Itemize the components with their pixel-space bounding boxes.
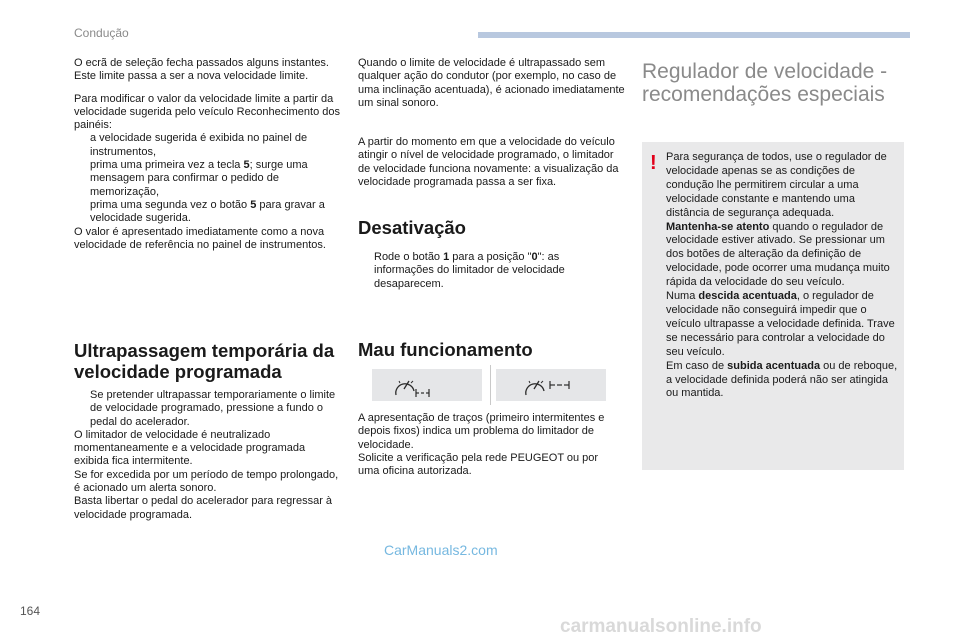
paragraph: Quando o limite de velocidade é ultrapassado sem qualquer ação do condutor (por exemplo, no caso de uma inclinação acentuada), é acionado imediatamente um sinal sonoro. [358,57,625,109]
column-2 [358,57,626,110]
warning-note [642,142,904,470]
speed-limiter-dashes-icon [496,369,606,401]
list-item-text: Se pretender ultrapassar temporariamente o limite de velocidade programado, pressione a fundo o pedal do acelerador. [90,389,336,428]
paragraph: Mantenha-se atento quando o regulador de velocidade estiver ativado. Se pressionar um dos botões de alteração da definição de velocidade, pode ocorrer uma mudança muito rápida da velocidade do seu veículo. [666,220,890,289]
warning-note-text [666,151,898,401]
list-item-text: prima uma primeira vez a tecla 5; surge uma mensagem para confirmar o pedido de memorização, [90,159,308,198]
section-heading: Mau funcionamento [358,339,533,360]
section-heading-large: Regulador de velocidade - recomendações especiais [642,60,888,106]
paragraph: O ecrã de seleção fecha passados alguns instantes. [74,57,329,69]
section-heading: Desativação [358,217,466,238]
list-item [74,132,342,159]
paragraph: Para segurança de todos, use o regulador de velocidade apenas se as condições de condução lhe permitirem circular a uma velocidade constante e mantendo uma distância de segurança adequada. [666,151,887,219]
section-heading: Ultrapassagem temporária da velocidade programada [74,340,335,382]
paragraph: A apresentação de traços (primeiro intermitentes e depois fixos) indica um problema do limitador de velocidade. [358,412,605,451]
column-1-lower [74,389,342,522]
bullet-icon [358,251,374,291]
speed-limiter-dashes-icon [372,369,482,401]
list-item-text: a velocidade sugerida é exibida no painel de instrumentos, [90,132,308,158]
bullet-icon [74,159,90,199]
bullet-icon [74,132,90,159]
figure-divider [490,365,491,405]
list-item [74,159,342,199]
list-item-text: Rode o botão 1 para a posição "0": as informações do limitador de velocidade desaparecem. [374,251,565,290]
bullet-icon [74,389,90,429]
paragraph: Numa descida acentuada, o regulador de velocidade não conseguirá impedir que o veículo ultrapasse a velocidade definida. Trave se necessário para controlar a velocidade do seu veículo. [666,290,895,358]
paragraph: Se for excedida por um período de tempo prolongado, é acionado um alerta sonoro. [74,468,339,495]
list-item [358,251,620,291]
paragraph: Em caso de subida acentuada ou de reboque, a velocidade definida poderá não ser atingida ou mantida. [666,359,898,400]
column-1 [74,57,342,252]
header-bar [478,32,910,38]
column-2-deactivation [358,251,620,291]
section-title: Condução [74,26,129,40]
paragraph: A partir do momento em que a velocidade do veículo atingir o nível de velocidade programado, o limitador de velocidade funciona novamente: a visualização da velocidade programada passa a ser fixa. [358,136,619,188]
paragraph: Basta libertar o pedal do acelerador para regressar à velocidade programada. [74,495,333,521]
footer-watermark: carmanualsonline.info [560,616,762,637]
column-2-p2 [358,136,626,189]
bullet-icon [74,199,90,226]
limiter-display-flashing [372,369,482,401]
paragraph: Este limite passa a ser a nova velocidade limite. [74,70,309,83]
limiter-display-fixed [496,369,606,401]
paragraph: Solicite a verificação pela rede PEUGEOT ou por uma oficina autorizada. [358,451,599,478]
list-item [74,199,342,226]
paragraph: Para modificar o valor da velocidade limite a partir da velocidade sugerida pelo veículo Reconhecimento dos painéis: [74,92,341,132]
column-2-malfunction [358,412,620,478]
list-item-text: prima uma segunda vez o botão 5 para gravar a velocidade sugerida. [90,198,325,225]
list-item [74,389,342,429]
paragraph: O valor é apresentado imediatamente como a nova velocidade de referência no painel de instrumentos. [74,225,326,251]
paragraph: O limitador de velocidade é neutralizado momentaneamente e a velocidade programada exibida fica intermitente. [74,428,306,468]
page-number: 164 [20,604,41,618]
warning-exclamation-icon: ! [650,152,657,174]
watermark-link[interactable]: CarManuals2.com [384,542,498,558]
